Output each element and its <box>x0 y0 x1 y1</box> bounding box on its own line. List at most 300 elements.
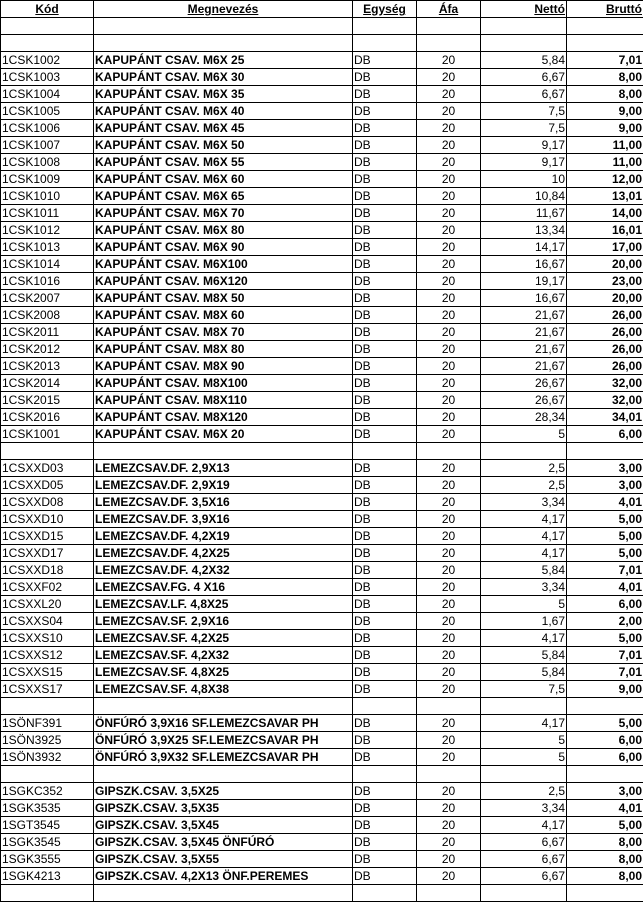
cell-gross[interactable]: 12,00 <box>567 171 643 188</box>
cell-name[interactable] <box>94 443 353 460</box>
cell-name[interactable]: LEMEZCSAV.DF. 2,9X13 <box>94 460 353 477</box>
cell-net[interactable]: 6,67 <box>481 86 567 103</box>
cell-vat[interactable]: 20 <box>417 817 481 834</box>
cell-gross[interactable]: 26,00 <box>567 341 643 358</box>
cell-net[interactable]: 5 <box>481 732 567 749</box>
cell-code[interactable]: 1SÖNF391 <box>1 715 94 732</box>
cell-code[interactable] <box>1 885 94 902</box>
cell-gross[interactable]: 8,00 <box>567 868 643 885</box>
cell-code[interactable]: 1CSXXF02 <box>1 579 94 596</box>
cell-vat[interactable]: 20 <box>417 392 481 409</box>
cell-gross[interactable]: 6,00 <box>567 749 643 766</box>
cell-gross[interactable]: 7,01 <box>567 647 643 664</box>
cell-unit[interactable]: DB <box>353 528 417 545</box>
cell-unit[interactable]: DB <box>353 732 417 749</box>
cell-vat[interactable]: 20 <box>417 596 481 613</box>
cell-code[interactable]: 1CSK2016 <box>1 409 94 426</box>
cell-name[interactable]: LEMEZCSAV.SF. 4,2X25 <box>94 630 353 647</box>
cell-gross[interactable]: 4,01 <box>567 494 643 511</box>
cell-name[interactable]: GIPSZK.CSAV. 3,5X45 <box>94 817 353 834</box>
cell-code[interactable]: 1SGK3555 <box>1 851 94 868</box>
cell-gross[interactable]: 14,00 <box>567 205 643 222</box>
cell-gross[interactable]: 32,00 <box>567 392 643 409</box>
cell-unit[interactable]: DB <box>353 222 417 239</box>
cell-vat[interactable]: 20 <box>417 426 481 443</box>
cell-gross[interactable]: 26,00 <box>567 307 643 324</box>
cell-vat[interactable]: 20 <box>417 69 481 86</box>
cell-name[interactable] <box>94 885 353 902</box>
cell-gross[interactable]: 2,00 <box>567 613 643 630</box>
cell-unit[interactable]: DB <box>353 460 417 477</box>
cell-code[interactable]: 1CSK1004 <box>1 86 94 103</box>
cell-vat[interactable]: 20 <box>417 341 481 358</box>
header-net[interactable]: Nettó <box>481 1 567 18</box>
cell-vat[interactable]: 20 <box>417 851 481 868</box>
cell-code[interactable]: 1CSK1011 <box>1 205 94 222</box>
cell-name[interactable]: KAPUPÁNT CSAV. M6X 40 <box>94 103 353 120</box>
cell-gross[interactable]: 7,01 <box>567 52 643 69</box>
cell-name[interactable]: KAPUPÁNT CSAV. M8X110 <box>94 392 353 409</box>
cell-net[interactable]: 3,34 <box>481 800 567 817</box>
cell-unit[interactable]: DB <box>353 715 417 732</box>
header-vat[interactable]: Áfa <box>417 1 481 18</box>
cell-code[interactable]: 1CSK1005 <box>1 103 94 120</box>
cell-name[interactable]: GIPSZK.CSAV. 3,5X35 <box>94 800 353 817</box>
cell-unit[interactable]: DB <box>353 256 417 273</box>
cell-code[interactable]: 1CSXXD03 <box>1 460 94 477</box>
cell-gross[interactable]: 9,00 <box>567 120 643 137</box>
cell-code[interactable]: 1CSK2015 <box>1 392 94 409</box>
cell-code[interactable]: 1CSK1008 <box>1 154 94 171</box>
cell-vat[interactable]: 20 <box>417 460 481 477</box>
cell-vat[interactable]: 20 <box>417 681 481 698</box>
cell-code[interactable]: 1CSXXD15 <box>1 528 94 545</box>
cell-unit[interactable]: DB <box>353 817 417 834</box>
cell-code[interactable] <box>1 35 94 52</box>
cell-unit[interactable]: DB <box>353 409 417 426</box>
cell-vat[interactable]: 20 <box>417 222 481 239</box>
cell-net[interactable]: 9,17 <box>481 137 567 154</box>
cell-code[interactable]: 1CSXXD17 <box>1 545 94 562</box>
cell-code[interactable]: 1CSK2014 <box>1 375 94 392</box>
cell-code[interactable]: 1CSXXS10 <box>1 630 94 647</box>
cell-gross[interactable] <box>567 698 643 715</box>
cell-name[interactable]: KAPUPÁNT CSAV. M6X120 <box>94 273 353 290</box>
cell-code[interactable]: 1CSXXD18 <box>1 562 94 579</box>
cell-code[interactable]: 1CSXXS17 <box>1 681 94 698</box>
cell-net[interactable]: 6,67 <box>481 834 567 851</box>
cell-gross[interactable]: 7,01 <box>567 664 643 681</box>
cell-gross[interactable]: 32,00 <box>567 375 643 392</box>
cell-vat[interactable]: 20 <box>417 137 481 154</box>
cell-name[interactable]: KAPUPÁNT CSAV. M6X 45 <box>94 120 353 137</box>
cell-net[interactable]: 4,17 <box>481 715 567 732</box>
cell-net[interactable]: 5,84 <box>481 52 567 69</box>
cell-vat[interactable]: 20 <box>417 494 481 511</box>
cell-unit[interactable]: DB <box>353 851 417 868</box>
cell-code[interactable]: 1CSXXS15 <box>1 664 94 681</box>
cell-name[interactable]: KAPUPÁNT CSAV. M6X100 <box>94 256 353 273</box>
cell-code[interactable]: 1CSK1016 <box>1 273 94 290</box>
cell-vat[interactable]: 20 <box>417 290 481 307</box>
cell-vat[interactable]: 20 <box>417 273 481 290</box>
cell-unit[interactable]: DB <box>353 834 417 851</box>
cell-net[interactable]: 4,17 <box>481 817 567 834</box>
cell-net[interactable]: 13,34 <box>481 222 567 239</box>
cell-vat[interactable]: 20 <box>417 664 481 681</box>
header-unit[interactable]: Egység <box>353 1 417 18</box>
cell-code[interactable] <box>1 443 94 460</box>
cell-name[interactable]: LEMEZCSAV.FG. 4 X16 <box>94 579 353 596</box>
cell-net[interactable] <box>481 18 567 35</box>
cell-name[interactable]: LEMEZCSAV.SF. 2,9X16 <box>94 613 353 630</box>
cell-code[interactable]: 1CSK2011 <box>1 324 94 341</box>
cell-name[interactable]: KAPUPÁNT CSAV. M6X 60 <box>94 171 353 188</box>
cell-code[interactable]: 1CSK1012 <box>1 222 94 239</box>
cell-gross[interactable]: 20,00 <box>567 256 643 273</box>
cell-vat[interactable]: 20 <box>417 256 481 273</box>
cell-name[interactable]: KAPUPÁNT CSAV. M8X 70 <box>94 324 353 341</box>
cell-unit[interactable]: DB <box>353 562 417 579</box>
header-code[interactable]: Kód <box>1 1 94 18</box>
cell-vat[interactable]: 20 <box>417 562 481 579</box>
cell-unit[interactable]: DB <box>353 681 417 698</box>
cell-vat[interactable]: 20 <box>417 103 481 120</box>
cell-net[interactable]: 7,5 <box>481 120 567 137</box>
cell-code[interactable]: 1CSK1006 <box>1 120 94 137</box>
cell-net[interactable] <box>481 443 567 460</box>
cell-vat[interactable]: 20 <box>417 783 481 800</box>
cell-vat[interactable]: 20 <box>417 749 481 766</box>
cell-name[interactable]: LEMEZCSAV.DF. 4,2X32 <box>94 562 353 579</box>
cell-name[interactable]: ÖNFÚRÓ 3,9X25 SF.LEMEZCSAVAR PH <box>94 732 353 749</box>
cell-gross[interactable]: 6,00 <box>567 426 643 443</box>
cell-unit[interactable]: DB <box>353 800 417 817</box>
cell-unit[interactable]: DB <box>353 477 417 494</box>
cell-vat[interactable]: 20 <box>417 86 481 103</box>
cell-unit[interactable]: DB <box>353 137 417 154</box>
cell-unit[interactable]: DB <box>353 426 417 443</box>
cell-net[interactable]: 3,34 <box>481 494 567 511</box>
cell-gross[interactable]: 8,00 <box>567 69 643 86</box>
cell-name[interactable]: LEMEZCSAV.SF. 4,8X38 <box>94 681 353 698</box>
cell-net[interactable]: 21,67 <box>481 358 567 375</box>
cell-code[interactable]: 1CSK1014 <box>1 256 94 273</box>
cell-code[interactable]: 1CSK1007 <box>1 137 94 154</box>
cell-name[interactable]: LEMEZCSAV.DF. 4,2X25 <box>94 545 353 562</box>
cell-net[interactable]: 14,17 <box>481 239 567 256</box>
cell-gross[interactable]: 6,00 <box>567 596 643 613</box>
cell-vat[interactable]: 20 <box>417 188 481 205</box>
cell-unit[interactable]: DB <box>353 392 417 409</box>
cell-name[interactable]: LEMEZCSAV.DF. 3,9X16 <box>94 511 353 528</box>
cell-unit[interactable]: DB <box>353 511 417 528</box>
cell-code[interactable] <box>1 698 94 715</box>
cell-unit[interactable]: DB <box>353 613 417 630</box>
cell-vat[interactable]: 20 <box>417 630 481 647</box>
cell-net[interactable]: 4,17 <box>481 511 567 528</box>
cell-gross[interactable] <box>567 766 643 783</box>
cell-name[interactable]: KAPUPÁNT CSAV. M6X 30 <box>94 69 353 86</box>
cell-net[interactable]: 5 <box>481 426 567 443</box>
cell-gross[interactable]: 5,00 <box>567 817 643 834</box>
cell-net[interactable]: 5,84 <box>481 647 567 664</box>
cell-vat[interactable]: 20 <box>417 120 481 137</box>
cell-vat[interactable] <box>417 885 481 902</box>
cell-net[interactable]: 26,67 <box>481 375 567 392</box>
cell-code[interactable]: 1CSK2012 <box>1 341 94 358</box>
cell-gross[interactable]: 26,00 <box>567 358 643 375</box>
cell-name[interactable] <box>94 698 353 715</box>
cell-unit[interactable]: DB <box>353 188 417 205</box>
cell-vat[interactable]: 20 <box>417 732 481 749</box>
cell-name[interactable]: LEMEZCSAV.SF. 4,2X32 <box>94 647 353 664</box>
cell-name[interactable]: KAPUPÁNT CSAV. M6X 50 <box>94 137 353 154</box>
cell-net[interactable]: 4,17 <box>481 528 567 545</box>
cell-name[interactable]: KAPUPÁNT CSAV. M6X 90 <box>94 239 353 256</box>
cell-gross[interactable]: 5,00 <box>567 528 643 545</box>
cell-unit[interactable]: DB <box>353 273 417 290</box>
cell-name[interactable]: KAPUPÁNT CSAV. M6X 55 <box>94 154 353 171</box>
cell-net[interactable]: 5 <box>481 596 567 613</box>
cell-gross[interactable]: 8,00 <box>567 86 643 103</box>
cell-net[interactable]: 16,67 <box>481 290 567 307</box>
cell-vat[interactable]: 20 <box>417 409 481 426</box>
cell-unit[interactable]: DB <box>353 52 417 69</box>
cell-vat[interactable]: 20 <box>417 834 481 851</box>
cell-unit[interactable] <box>353 766 417 783</box>
cell-gross[interactable]: 5,00 <box>567 511 643 528</box>
cell-vat[interactable]: 20 <box>417 647 481 664</box>
cell-unit[interactable] <box>353 35 417 52</box>
cell-name[interactable]: KAPUPÁNT CSAV. M8X120 <box>94 409 353 426</box>
cell-code[interactable]: 1CSXXD10 <box>1 511 94 528</box>
cell-name[interactable]: KAPUPÁNT CSAV. M6X 80 <box>94 222 353 239</box>
cell-net[interactable]: 5 <box>481 749 567 766</box>
cell-code[interactable]: 1CSK2007 <box>1 290 94 307</box>
cell-gross[interactable]: 8,00 <box>567 851 643 868</box>
cell-code[interactable]: 1SÖN3925 <box>1 732 94 749</box>
header-gross[interactable]: Bruttó <box>567 1 643 18</box>
cell-unit[interactable]: DB <box>353 171 417 188</box>
cell-unit[interactable]: DB <box>353 86 417 103</box>
header-name[interactable]: Megnevezés <box>94 1 353 18</box>
cell-net[interactable]: 3,34 <box>481 579 567 596</box>
cell-code[interactable]: 1SGK3545 <box>1 834 94 851</box>
cell-net[interactable]: 11,67 <box>481 205 567 222</box>
cell-unit[interactable]: DB <box>353 749 417 766</box>
cell-name[interactable]: KAPUPÁNT CSAV. M6X 20 <box>94 426 353 443</box>
cell-vat[interactable] <box>417 698 481 715</box>
cell-gross[interactable]: 6,00 <box>567 732 643 749</box>
cell-unit[interactable]: DB <box>353 69 417 86</box>
cell-unit[interactable] <box>353 18 417 35</box>
cell-code[interactable]: 1CSK1009 <box>1 171 94 188</box>
cell-gross[interactable]: 4,01 <box>567 579 643 596</box>
cell-net[interactable]: 28,34 <box>481 409 567 426</box>
cell-name[interactable]: KAPUPÁNT CSAV. M6X 65 <box>94 188 353 205</box>
cell-code[interactable]: 1CSXXD08 <box>1 494 94 511</box>
cell-unit[interactable] <box>353 443 417 460</box>
cell-vat[interactable]: 20 <box>417 613 481 630</box>
cell-net[interactable]: 10 <box>481 171 567 188</box>
cell-vat[interactable]: 20 <box>417 800 481 817</box>
cell-code[interactable]: 1CSK2008 <box>1 307 94 324</box>
cell-name[interactable]: KAPUPÁNT CSAV. M8X 90 <box>94 358 353 375</box>
cell-vat[interactable]: 20 <box>417 579 481 596</box>
cell-vat[interactable]: 20 <box>417 528 481 545</box>
cell-name[interactable]: KAPUPÁNT CSAV. M8X 60 <box>94 307 353 324</box>
cell-name[interactable]: KAPUPÁNT CSAV. M8X 80 <box>94 341 353 358</box>
cell-gross[interactable]: 9,00 <box>567 103 643 120</box>
cell-unit[interactable]: DB <box>353 205 417 222</box>
cell-net[interactable] <box>481 766 567 783</box>
cell-name[interactable]: GIPSZK.CSAV. 3,5X45 ÖNFÚRÓ <box>94 834 353 851</box>
cell-vat[interactable] <box>417 35 481 52</box>
cell-unit[interactable]: DB <box>353 494 417 511</box>
cell-name[interactable]: GIPSZK.CSAV. 3,5X25 <box>94 783 353 800</box>
cell-unit[interactable]: DB <box>353 324 417 341</box>
cell-gross[interactable]: 17,00 <box>567 239 643 256</box>
cell-net[interactable]: 6,67 <box>481 868 567 885</box>
cell-vat[interactable]: 20 <box>417 375 481 392</box>
cell-name[interactable] <box>94 35 353 52</box>
cell-name[interactable]: KAPUPÁNT CSAV. M6X 25 <box>94 52 353 69</box>
cell-vat[interactable]: 20 <box>417 868 481 885</box>
cell-unit[interactable]: DB <box>353 545 417 562</box>
cell-net[interactable]: 19,17 <box>481 273 567 290</box>
cell-net[interactable]: 4,17 <box>481 545 567 562</box>
cell-code[interactable]: 1CSK1013 <box>1 239 94 256</box>
cell-net[interactable] <box>481 35 567 52</box>
cell-code[interactable]: 1SGT3545 <box>1 817 94 834</box>
cell-unit[interactable]: DB <box>353 664 417 681</box>
cell-unit[interactable]: DB <box>353 103 417 120</box>
cell-gross[interactable]: 5,00 <box>567 545 643 562</box>
cell-vat[interactable]: 20 <box>417 358 481 375</box>
cell-code[interactable]: 1CSK1003 <box>1 69 94 86</box>
cell-net[interactable]: 4,17 <box>481 630 567 647</box>
cell-name[interactable]: KAPUPÁNT CSAV. M6X 70 <box>94 205 353 222</box>
cell-name[interactable] <box>94 18 353 35</box>
cell-net[interactable]: 21,67 <box>481 341 567 358</box>
cell-gross[interactable]: 26,00 <box>567 324 643 341</box>
cell-net[interactable]: 6,67 <box>481 851 567 868</box>
cell-unit[interactable]: DB <box>353 239 417 256</box>
cell-name[interactable]: LEMEZCSAV.DF. 2,9X19 <box>94 477 353 494</box>
cell-name[interactable]: GIPSZK.CSAV. 4,2X13 ÖNF.PEREMES <box>94 868 353 885</box>
cell-name[interactable]: KAPUPÁNT CSAV. M6X 35 <box>94 86 353 103</box>
cell-net[interactable]: 26,67 <box>481 392 567 409</box>
cell-vat[interactable]: 20 <box>417 477 481 494</box>
cell-name[interactable]: KAPUPÁNT CSAV. M8X100 <box>94 375 353 392</box>
cell-code[interactable]: 1CSK2013 <box>1 358 94 375</box>
cell-vat[interactable]: 20 <box>417 511 481 528</box>
cell-unit[interactable]: DB <box>353 307 417 324</box>
cell-net[interactable]: 21,67 <box>481 324 567 341</box>
cell-vat[interactable]: 20 <box>417 171 481 188</box>
cell-net[interactable] <box>481 885 567 902</box>
cell-gross[interactable]: 8,00 <box>567 834 643 851</box>
cell-code[interactable] <box>1 18 94 35</box>
cell-code[interactable]: 1CSK1002 <box>1 52 94 69</box>
cell-gross[interactable]: 3,00 <box>567 460 643 477</box>
cell-unit[interactable]: DB <box>353 783 417 800</box>
cell-net[interactable]: 5,84 <box>481 562 567 579</box>
cell-net[interactable]: 6,67 <box>481 69 567 86</box>
cell-gross[interactable]: 5,00 <box>567 630 643 647</box>
cell-code[interactable] <box>1 766 94 783</box>
cell-vat[interactable] <box>417 443 481 460</box>
cell-net[interactable]: 2,5 <box>481 783 567 800</box>
cell-code[interactable]: 1CSK1001 <box>1 426 94 443</box>
cell-net[interactable]: 1,67 <box>481 613 567 630</box>
cell-name[interactable]: ÖNFÚRÓ 3,9X16 SF.LEMEZCSAVAR PH <box>94 715 353 732</box>
cell-gross[interactable]: 5,00 <box>567 715 643 732</box>
cell-gross[interactable]: 13,01 <box>567 188 643 205</box>
cell-name[interactable]: ÖNFÚRÓ 3,9X32 SF.LEMEZCSAVAR PH <box>94 749 353 766</box>
cell-gross[interactable]: 11,00 <box>567 154 643 171</box>
cell-vat[interactable]: 20 <box>417 52 481 69</box>
cell-code[interactable]: 1CSXXD05 <box>1 477 94 494</box>
cell-gross[interactable]: 16,01 <box>567 222 643 239</box>
cell-unit[interactable]: DB <box>353 120 417 137</box>
cell-code[interactable]: 1SGK3535 <box>1 800 94 817</box>
cell-name[interactable]: LEMEZCSAV.DF. 3,5X16 <box>94 494 353 511</box>
cell-code[interactable]: 1SÖN3932 <box>1 749 94 766</box>
cell-net[interactable]: 2,5 <box>481 460 567 477</box>
cell-unit[interactable]: DB <box>353 647 417 664</box>
cell-net[interactable]: 5,84 <box>481 664 567 681</box>
cell-net[interactable]: 2,5 <box>481 477 567 494</box>
cell-unit[interactable]: DB <box>353 154 417 171</box>
cell-unit[interactable]: DB <box>353 358 417 375</box>
cell-gross[interactable]: 3,00 <box>567 783 643 800</box>
cell-gross[interactable]: 20,00 <box>567 290 643 307</box>
cell-code[interactable]: 1CSXXS04 <box>1 613 94 630</box>
cell-name[interactable]: LEMEZCSAV.LF. 4,8X25 <box>94 596 353 613</box>
cell-unit[interactable]: DB <box>353 630 417 647</box>
cell-name[interactable]: LEMEZCSAV.DF. 4,2X19 <box>94 528 353 545</box>
cell-unit[interactable] <box>353 698 417 715</box>
cell-name[interactable]: LEMEZCSAV.SF. 4,8X25 <box>94 664 353 681</box>
cell-net[interactable]: 16,67 <box>481 256 567 273</box>
cell-vat[interactable] <box>417 766 481 783</box>
cell-net[interactable]: 10,84 <box>481 188 567 205</box>
cell-vat[interactable]: 20 <box>417 715 481 732</box>
cell-gross[interactable]: 4,01 <box>567 800 643 817</box>
cell-unit[interactable]: DB <box>353 290 417 307</box>
cell-gross[interactable] <box>567 443 643 460</box>
cell-name[interactable]: KAPUPÁNT CSAV. M8X 50 <box>94 290 353 307</box>
cell-code[interactable]: 1CSXXL20 <box>1 596 94 613</box>
cell-code[interactable]: 1SGKC352 <box>1 783 94 800</box>
cell-gross[interactable]: 23,00 <box>567 273 643 290</box>
cell-gross[interactable]: 3,00 <box>567 477 643 494</box>
cell-unit[interactable]: DB <box>353 596 417 613</box>
cell-vat[interactable] <box>417 18 481 35</box>
cell-unit[interactable]: DB <box>353 341 417 358</box>
cell-gross[interactable]: 7,01 <box>567 562 643 579</box>
cell-code[interactable]: 1CSXXS12 <box>1 647 94 664</box>
cell-gross[interactable] <box>567 18 643 35</box>
cell-unit[interactable] <box>353 885 417 902</box>
cell-code[interactable]: 1SGK4213 <box>1 868 94 885</box>
cell-vat[interactable]: 20 <box>417 154 481 171</box>
cell-code[interactable]: 1CSK1010 <box>1 188 94 205</box>
cell-gross[interactable] <box>567 885 643 902</box>
cell-net[interactable]: 7,5 <box>481 681 567 698</box>
